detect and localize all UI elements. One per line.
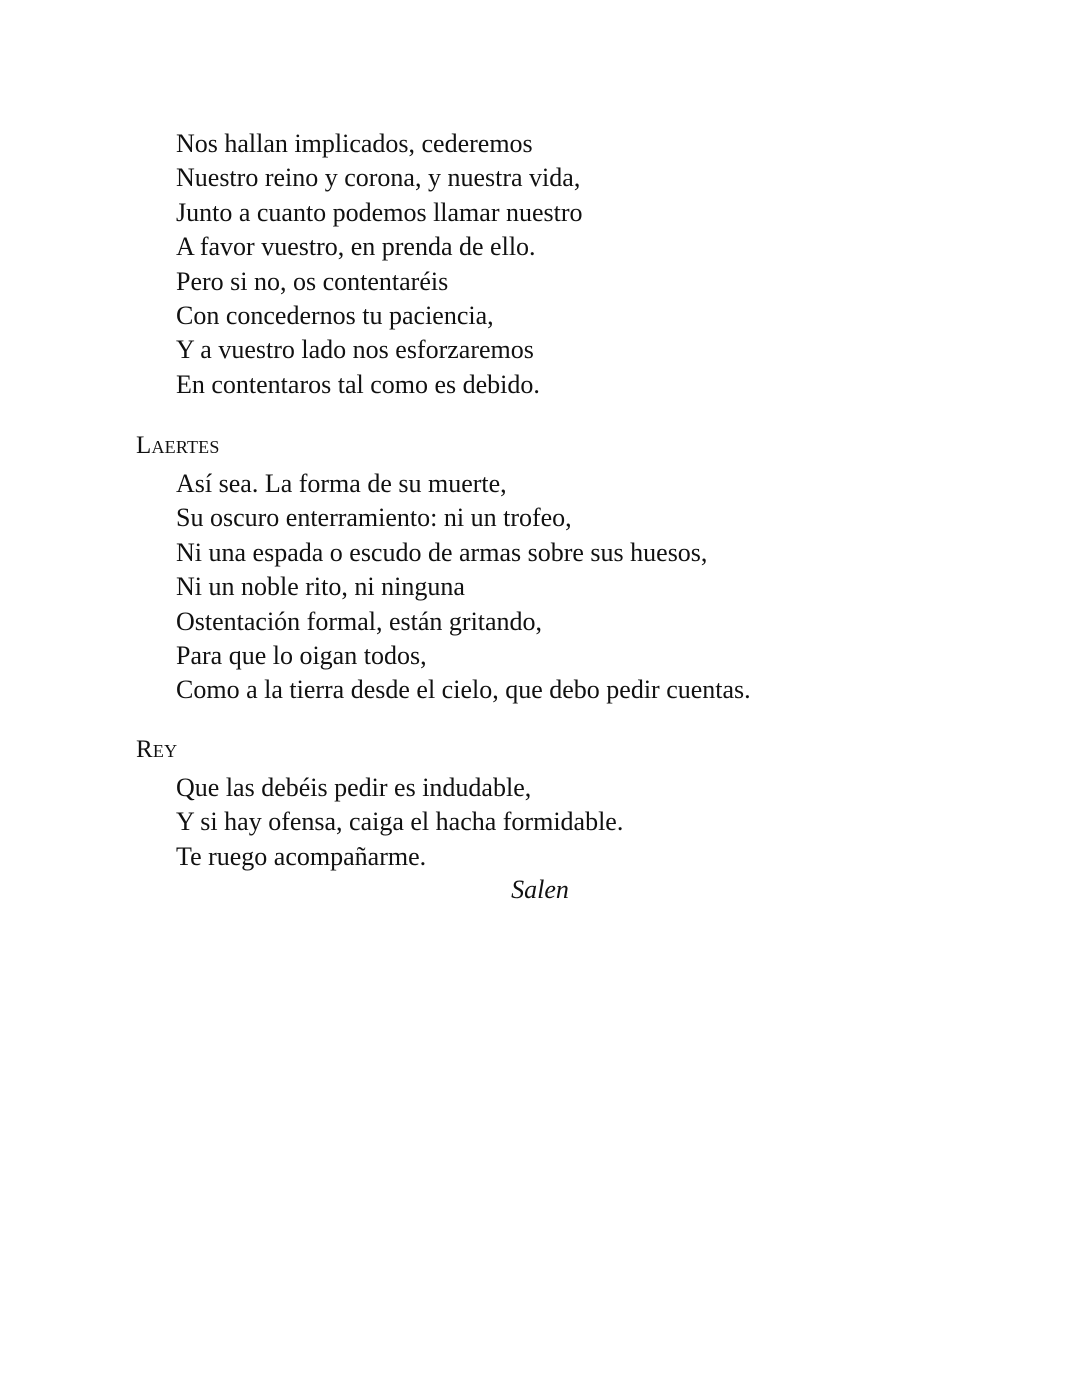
verse-line: Junto a cuanto podemos llamar nuestro — [176, 197, 583, 227]
verse-line: A favor vuestro, en prenda de ello. — [176, 232, 536, 262]
speaker-name: Rey — [136, 736, 178, 763]
stage-direction: Salen — [511, 875, 569, 904]
verse-line: Como a la tierra desde el cielo, que debo pedir cuentas. — [176, 675, 751, 705]
verse-line: Para que lo oigan todos, — [176, 641, 427, 671]
verse-line: Su oscuro enterramiento: ni un trofeo, — [176, 503, 572, 533]
verse-line: Ostentación formal, están gritando, — [176, 606, 543, 636]
verse-line: Así sea. La forma de su muerte, — [176, 469, 507, 498]
verse-line: En contentaros tal como es debido. — [176, 369, 540, 399]
verse-line: Y si hay ofensa, caiga el hacha formidable. — [176, 807, 624, 837]
verse-line: Nos hallan implicados, cederemos — [176, 129, 533, 158]
verse-line: Ni una espada o escudo de armas sobre sus huesos, — [176, 537, 708, 567]
verse-lines — [176, 127, 583, 402]
verse-line: Y a vuestro lado nos esforzaremos — [176, 335, 534, 365]
verse-lines — [176, 467, 751, 708]
verse-lines — [176, 771, 623, 874]
verse-line: Nuestro reino y corona, y nuestra vida, — [176, 163, 581, 193]
verse-line: Que las debéis pedir es indudable, — [176, 773, 532, 802]
verse-line: Te ruego acompañarme. — [176, 841, 427, 871]
speaker-name: Laertes — [136, 432, 220, 459]
verse-line: Pero si no, os contentaréis — [176, 266, 449, 296]
verse-line: Ni un noble rito, ni ninguna — [176, 572, 465, 602]
verse-line: Con concedernos tu paciencia, — [176, 301, 494, 331]
